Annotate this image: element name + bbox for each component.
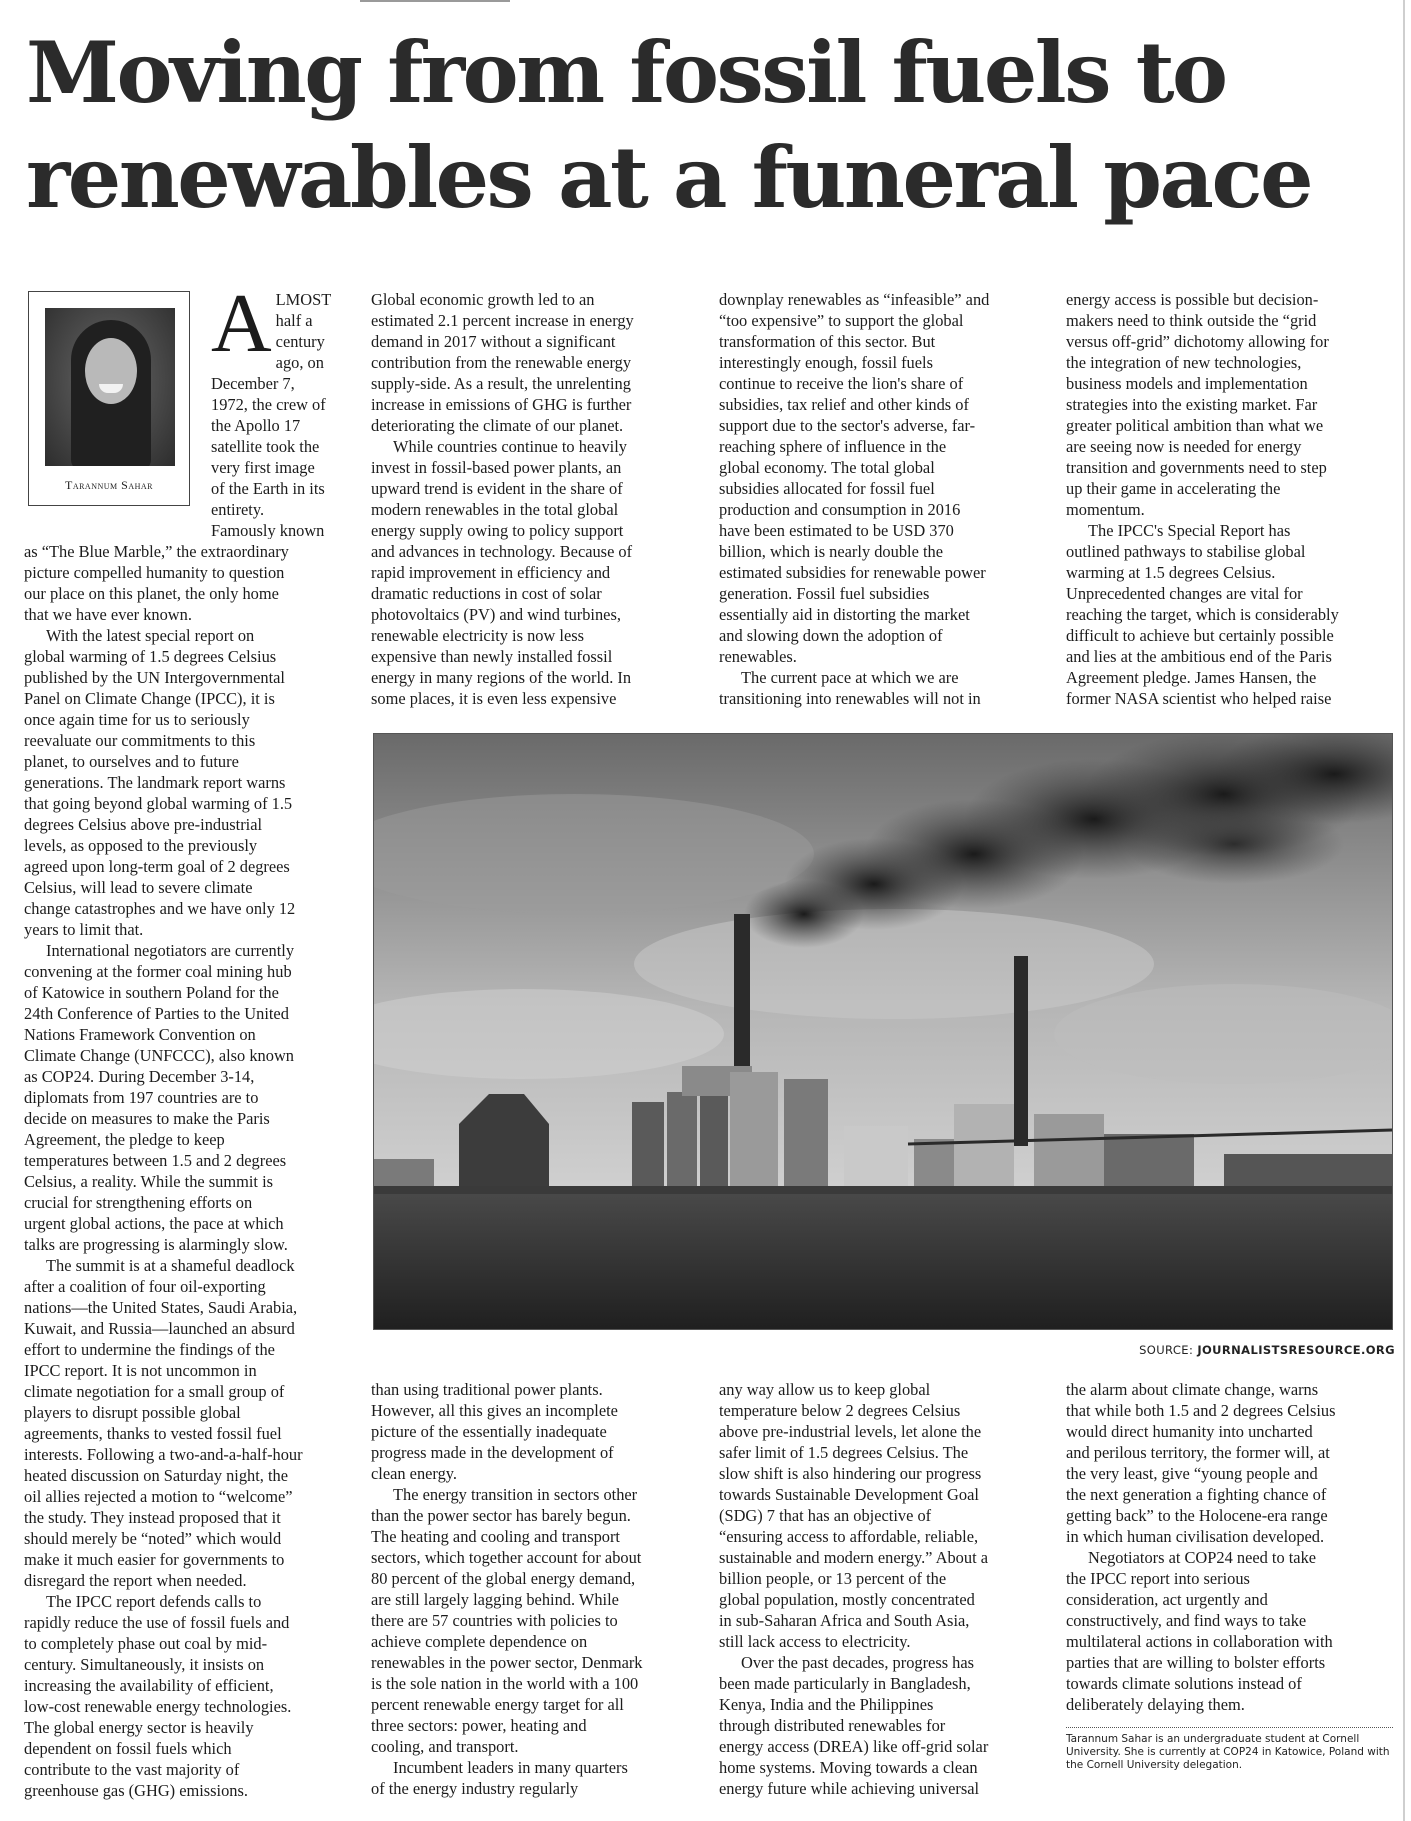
- power-plant-photo: [373, 733, 1393, 1330]
- headline: Moving from fossil fuels to renewables at a funeral pace: [26, 23, 1312, 227]
- column-4-top: [1066, 289, 1396, 719]
- paragraph: With the latest special report on global warming of 1.5 degrees Celsius published by the UN Intergovernmental Panel on Climate Change (IPCC), it is once again time for us to seriously reevaluate our commitments to this planet, to ourselves and to future generations. The landmark report warns that going beyond global warming of 1.5 degrees Celsius above pre-industrial levels, as opposed to the previously agreed upon long-term goal of 2 degrees Celsius, will lead to severe climate change catastrophes and we have only 12 years to limit that.: [24, 626, 296, 939]
- column-2-bottom: [371, 1379, 706, 1819]
- author-name: Tarannum Sahar: [64, 478, 153, 492]
- paragraph: The IPCC's Special Report has outlined pathways to stabilise global warming at 1.5 degrees Celsius. Unprecedented changes are vital for reaching the target, which is considerably difficult to achieve but certainly possible and lies at the ambitious end of the Paris Agreement pledge. James Hansen, the former NASA scientist who helped raise: [1066, 521, 1339, 708]
- page-edge-rule: [1403, 0, 1405, 1821]
- paragraph: the alarm about climate change, warns that while both 1.5 and 2 degrees Celsius would direct humanity into uncharted and perilous territory, the former will, at the very least, give “young people and the next generation a fighting chance of getting back” to the Holocene-era range in which human civilisation developed.: [1066, 1380, 1336, 1546]
- author-box: [28, 291, 190, 506]
- column-1-lead: [211, 289, 351, 539]
- column-2-top: [371, 289, 706, 719]
- paragraph: as “The Blue Marble,” the extraordinary picture compelled humanity to question our place on this planet, the only home that we have ever known.: [24, 542, 289, 624]
- author-bio: Tarannum Sahar is an undergraduate student at Cornell University. She is currently at COP24 in Katowice, Poland with the Cornell University delegation.: [1066, 1733, 1390, 1771]
- source-site: JOURNALISTSRESOURCE.ORG: [1197, 1343, 1395, 1357]
- paragraph: Global economic growth led to an estimated 2.1 percent increase in energy demand in 2017 without a significant contribution from the renewable energy supply-side. As a result, the unrelenting increase in emissions of GHG is further deteriorating the climate of our planet.: [371, 290, 634, 435]
- source-label: SOURCE:: [1139, 1343, 1194, 1357]
- author-photo: [45, 308, 175, 466]
- column-4-bottom: [1066, 1379, 1396, 1724]
- paragraph: downplay renewables as “infeasible” and “too expensive” to support the global transformation of this sector. But interestingly enough, fossil fuels continue to receive the lion's share of subsidies, tax relief and other kinds of support due to the sector's adverse, far- reaching sphere of influence in the global economy. The total global subsidies allocated for fossil fuel production and consumption in 2016 have been estimated to be USD 370 billion, which is nearly double the estimated subsidies for renewable power generation. Fossil fuel subsidies essentially aid in distorting the market and slowing down the adoption of renewables.: [719, 290, 990, 666]
- lead-caps: LMOST: [275, 290, 332, 309]
- power-plant-illustration: [374, 734, 1393, 1330]
- paragraph: than using traditional power plants. However, all this gives an incomplete picture of the essentially inadequate progress made in the development of clean energy.: [371, 1380, 618, 1483]
- paragraph: International negotiators are currently convening at the former coal mining hub of Katowice in southern Poland for the 24th Conference of Parties to the United Nations Framework Convention on Climate Change (UNFCCC), also known as COP24. During December 3-14, diplomats from 197 countries are to decide on measures to make the Paris Agreement, the pledge to keep temperatures between 1.5 and 2 degrees Celsius, a reality. While the summit is crucial for strengthening efforts on urgent global actions, the pace at which talks are progressing is alarmingly slow.: [24, 941, 295, 1254]
- paragraph: any way allow us to keep global temperature below 2 degrees Celsius above pre-industrial levels, let alone the safer limit of 1.5 degrees Celsius. The slow shift is also hindering our progress towards Sustainable Development Goal (SDG) 7 that has an objective of “ensuring access to affordable, reliable, sustainable and modern energy.” About a billion people, or 13 percent of the global population, mostly concentrated in sub-Saharan Africa and South Asia, still lack access to electricity.: [719, 1380, 989, 1651]
- top-rule: [360, 0, 510, 2]
- paragraph: energy access is possible but decision- makers need to think outside the “grid versus off-grid” dichotomy allowing for the integration of new technologies, business models and implementation strategies into the existing market. Far greater political ambition than what we are seeing now is needed for energy transition and governments need to step up their game in accelerating the momentum.: [1066, 290, 1329, 519]
- chimney: [1014, 956, 1028, 1146]
- column-3-top: [719, 289, 1054, 719]
- bio-divider: [1066, 1727, 1393, 1728]
- paragraph: Incumbent leaders in many quarters of the energy industry regularly: [371, 1758, 628, 1798]
- paragraph: Over the past decades, progress has been made particularly in Bangladesh, Kenya, India and the Philippines through distributed renewables for energy access (DREA) like off-grid solar home systems. Moving towards a clean energy future while achieving universal: [719, 1653, 989, 1798]
- paragraph: The IPCC report defends calls to rapidly reduce the use of fossil fuels and to completely phase out coal by mid- century. Simultaneously, it insists on increasing the availability of efficient, low-cost renewable energy technologies. The global energy sector is heavily dependent on fossil fuels which contribute to the vast majority of greenhouse gas (GHG) emissions.: [24, 1592, 292, 1800]
- paragraph: While countries continue to heavily invest in fossil-based power plants, an upward trend is evident in the share of modern renewables in the total global energy supply owing to policy support and advances in technology. Because of rapid improvement in efficiency and dramatic reductions in cost of solar photovoltaics (PV) and wind turbines, renewable electricity is now less expensive than newly installed fossil energy in many regions of the world. In some places, it is even less expensive: [371, 437, 633, 708]
- paragraph: The current pace at which we are transitioning into renewables will not in: [719, 668, 981, 708]
- drop-cap: A: [211, 289, 272, 370]
- column-3-bottom: [719, 1379, 1054, 1819]
- column-1: [24, 541, 354, 1816]
- paragraph: The summit is at a shameful deadlock after a coalition of four oil-exporting nations—the United States, Saudi Arabia, Kuwait, and Russia—launched an absurd effort to undermine the findings of the IPCC report. It is not uncommon in climate negotiation for a small group of players to disrupt possible global agreements, thanks to vested fossil fuel interests. Following a two-and-a-half-hour heated discussion on Saturday night, the oil allies rejected a motion to “welcome” the study. They instead proposed that it should merely be “noted” which would make it much easier for governments to disregard the report when needed.: [24, 1256, 303, 1590]
- lead-text: half a century ago, on December 7, 1972, the crew of the Apollo 17 satellite took the very first image of the Earth in its entirety. Famously known: [211, 311, 326, 539]
- chimney: [734, 914, 750, 1074]
- paragraph: The energy transition in sectors other than the power sector has barely begun. The heating and cooling and transport sectors, which together account for about 80 percent of the global energy demand, are still largely lagging behind. While there are 57 countries with policies to achieve complete dependence on renewables in the power sector, Denmark is the sole nation in the world with a 100 percent renewable energy target for all three sectors: power, heating and cooling, and transport.: [371, 1485, 643, 1756]
- paragraph: Negotiators at COP24 need to take the IPCC report into serious consideration, act urgently and constructively, and find ways to take multilateral actions in collaboration with parties that are willing to bolster efforts towards climate solutions instead of deliberately delaying them.: [1066, 1548, 1333, 1714]
- photo-source: [1080, 1343, 1395, 1357]
